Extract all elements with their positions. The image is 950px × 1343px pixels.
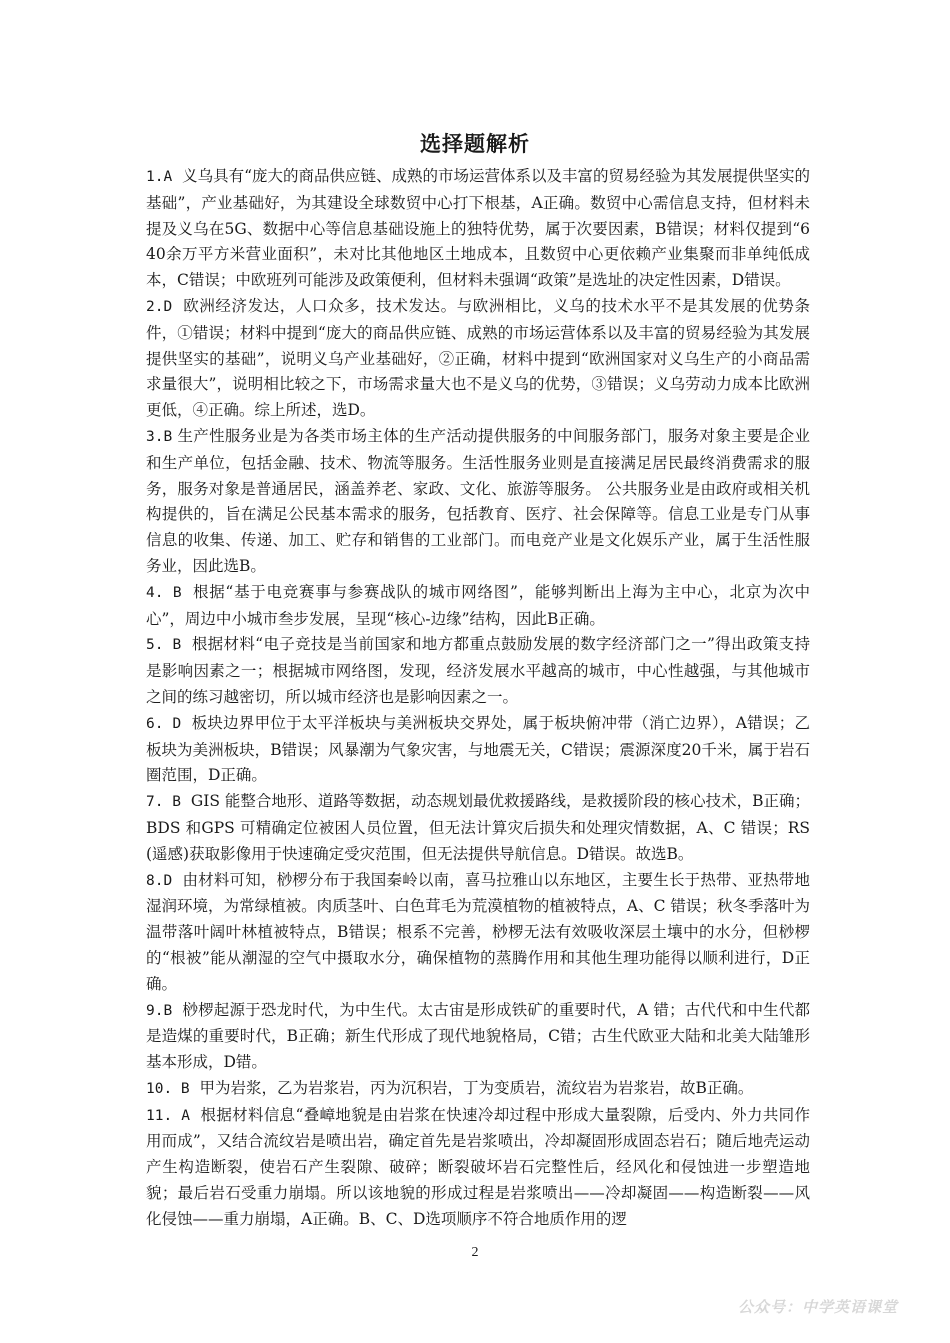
item-text: 桫椤起源于恐龙时代，为中生代。太古宙是形成铁矿的重要时代，A 错；古代代和中生代都是造煤的重要时代，B正确；新生代形成了现代地貌格局，C错；古生代欧亚大陆和北美大陆雏形基本形成，D错。 (146, 1000, 811, 1072)
answer-item-3 (146, 424, 810, 580)
item-number: 9.B (146, 1002, 173, 1019)
answer-item-4 (146, 580, 810, 633)
item-number: 11. A (146, 1107, 190, 1124)
answer-item-6 (146, 711, 810, 789)
page-number: 2 (471, 1245, 479, 1260)
answer-explanations (146, 164, 810, 1233)
item-number: 10. B (146, 1080, 190, 1097)
answer-item-9 (146, 998, 810, 1076)
answer-item-10 (146, 1076, 810, 1103)
item-text: 欧洲经济发达，人口众多，技术发达。与欧洲相比，义乌的技术水平不是其发展的优势条件，①错误；材料中提到“庞大的商品供应链、成熟的市场运营体系以及丰富的贸易经验为其发展提供坚实的基础”，说明义乌产业基础好，②正确，材料中提到“欧洲国家对义乌生产的小商品需求量很大”，说明相比较之下，市场需求量大也不是义乌的优势，③错误；义乌劳动力成本比欧洲更低，④正确。综上所述，选D。 (146, 296, 810, 420)
item-text: 甲为岩浆，乙为岩浆岩，丙为沉积岩，丁为变质岩，流纹岩为岩浆岩，故B正确。 (199, 1078, 754, 1097)
item-text: 根据材料信息“叠嶂地貌是由岩浆在快速冷却过程中形成大量裂隙，后受内、外力共同作用而成”，又结合流纹岩是喷出岩，确定首先是岩浆喷出，冷却凝固形成固态岩石；随后地壳运动产生构造断裂，使岩石产生裂隙、破碎；断裂破坏岩石完整性后，经风化和侵蚀进一步塑造地貌；最后岩石受重力崩塌。所以该地貌的形成过程是岩浆喷出——冷却凝固——构造断裂——风化侵蚀——重力崩塌，A正确。B、C、D选项顺序不符合地质作用的逻 (146, 1105, 810, 1228)
answer-item-2 (146, 294, 810, 424)
answer-item-5 (146, 632, 810, 710)
item-number: 5. B (146, 637, 182, 654)
answer-item-8 (146, 868, 810, 998)
item-text: 板块边界甲位于太平洋板块与美洲板块交界处，属于板块俯冲带（消亡边界），A错误；乙板块为美洲板块，B错误；风暴潮为气象灾害，与地震无关，C错误；震源深度20千米，属于岩石圈范围，D正确。 (146, 713, 810, 785)
item-text: GIS 能整合地形、道路等数据，动态规划最优救援路线，是救援阶段的核心技术，B正确；BDS 和GPS 可精确定位被困人员位置，但无法计算灾后损失和处理灾情数据，A、C 错误；RS(遥感)获取影像用于快速确定受灾范围，但无法提供导航信息。D错误。故选B。 (146, 792, 811, 863)
item-text: 生产性服务业是为各类市场主体的生产活动提供服务的中间服务部门，服务对象主要是企业和生产单位，包括金融、技术、物流等服务。生活性服务业则是直接满足居民最终消费需求的服务，服务对象是普通居民，涵盖养老、家政、文化、旅游等服务。 公共服务业是由政府或相关机构提供的，旨在满足公民基本需求的服务，包括教育、医疗、社会保障等。信息工业是专门从事信息的收集、传递、加工、贮存和销售的工业部门。而电竞产业是文化娱乐产业，属于生活性服务业，因此选B。 (146, 426, 810, 575)
item-number: 2.D (146, 298, 173, 315)
item-number: 6. D (146, 715, 182, 732)
item-text: 根据材料“电子竞技是当前国家和地方都重点鼓励发展的数字经济部门之一”得出政策支持是影响因素之一；根据城市网络图，发现，经济发展水平越高的城市，中心性越强，与其他城市之间的练习越密切，所以城市经济也是影响因素之一。 (146, 635, 810, 706)
answer-item-11 (146, 1103, 810, 1233)
watermark: 公众号：中学英语课堂 (737, 1298, 898, 1316)
item-number: 1.A (146, 169, 173, 185)
item-number: 8.D (146, 872, 173, 889)
item-number: 7. B (146, 794, 181, 811)
item-text: 义乌具有“庞大的商品供应链、成熟的市场运营体系以及丰富的贸易经验为其发展提供坚实的基础”，产业基础好，为其建设全球数贸中心打下根基，A正确。数贸中心需信息支持，但材料未提及义乌在5G、数据中心等信息基础设施上的独特优势，属于次要因素，B错误；材料仅提到“640余万平方米营业面积”，未对比其他地区土地成本，且数贸中心更依赖产业集聚而非单纯低成本，C错误；中欧班列可能涉及政策便利，但材料未强调“政策”是选址的决定性因素，D错误。 (146, 167, 810, 290)
answer-item-7 (146, 789, 810, 867)
page-title: 选择题解析 (420, 132, 530, 156)
item-number: 4. B (146, 584, 182, 601)
item-text: 由材料可知，桫椤分布于我国秦岭以南，喜马拉雅山以东地区，主要生长于热带、亚热带地湿润环境，为常绿植被。肉质茎叶、白色茸毛为荒漠植物的植被特点，A、C 错误；秋冬季落叶为温带落叶阔叶林植被特点，B错误；根系不完善，桫椤无法有效吸收深层土壤中的水分，但桫椤的“根被”能从潮湿的空气中摄取水分，确保植物的蒸腾作用和其他生理功能得以顺利进行，D正确。 (146, 870, 810, 993)
item-text: 根据“基于电竞赛事与参赛战队的城市网络图”，能够判断出上海为主中心，北京为次中心”，周边中小城市叁步发展，呈现“核心-边缘”结构，因此B正确。 (146, 582, 810, 628)
answer-item-1 (146, 164, 810, 294)
item-number: 3.B (146, 428, 173, 445)
